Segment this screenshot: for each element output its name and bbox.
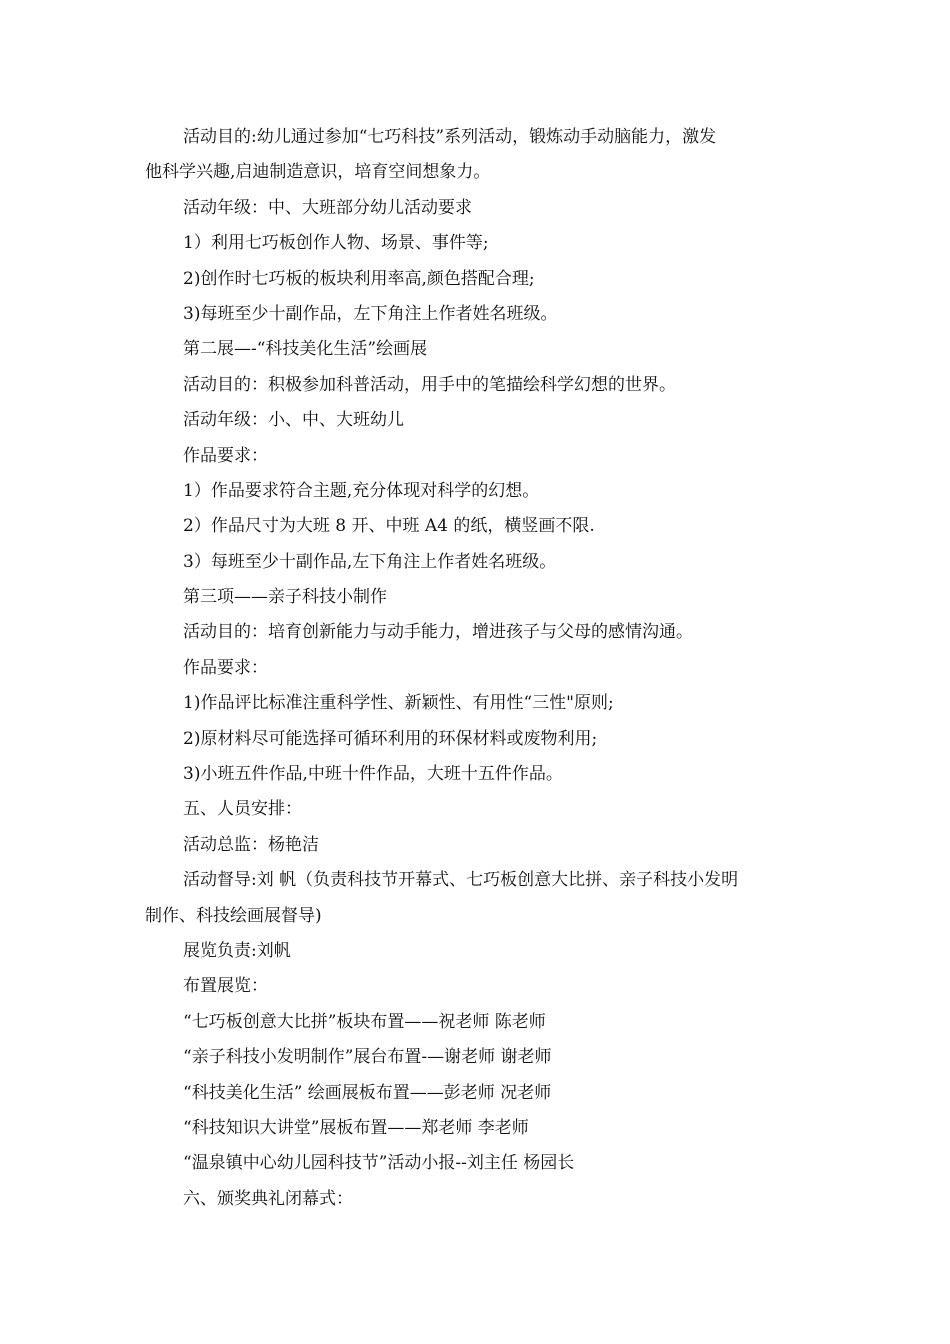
text-line: 2)创作时七巧板的板块利用率高,颜色搭配合理; xyxy=(183,268,535,289)
text-line: 作品要求： xyxy=(183,445,268,466)
text-line: 2）作品尺寸为大班 8 开、中班 A4 的纸，横竖画不限. xyxy=(183,516,595,537)
text-line: 1）作品要求符合主题,充分体现对科学的幻想。 xyxy=(183,480,540,501)
text-line: “科技知识大讲堂”展板布置——郑老师 李老师 xyxy=(183,1117,529,1138)
text-line: 2)原材料尽可能选择可循环利用的环保材料或废物利用; xyxy=(183,728,598,749)
text-line: 3)每班至少十副作品，左下角注上作者姓名班级。 xyxy=(183,303,558,324)
text-line: 作品要求： xyxy=(183,657,268,678)
text-line: “亲子科技小发明制作”展台布置-—谢老师 谢老师 xyxy=(183,1047,552,1068)
text-line: “科技美化生活” 绘画展板布置——彭老师 况老师 xyxy=(183,1082,552,1103)
text-line: 3）每班至少十副作品,左下角注上作者姓名班级。 xyxy=(183,551,557,572)
text-line: 第二展—-“科技美化生活”绘画展 xyxy=(183,339,428,360)
text-line: 活动目的:幼儿通过参加“七巧科技”系列活动，锻炼动手动脑能力，激发 xyxy=(183,127,717,147)
text-line: 制作、科技绘画展督导) xyxy=(145,905,322,926)
text-line: 活动目的：积极参加科普活动，用手中的笔描绘科学幻想的世界。 xyxy=(183,374,676,395)
text-line: 活动年级：小、中、大班幼儿 xyxy=(183,410,404,431)
text-line: 1)作品评比标准注重科学性、新颖性、有用性“三性"原则; xyxy=(183,693,614,714)
document-body xyxy=(145,120,807,1217)
text-line: 1）利用七巧板创作人物、场景、事件等; xyxy=(183,233,489,254)
text-line: 第三项——亲子科技小制作 xyxy=(183,587,387,608)
text-line: “七巧板创意大比拼”板块布置——祝老师 陈老师 xyxy=(183,1011,546,1032)
text-line: 他科学兴趣,启迪制造意识，培育空间想象力。 xyxy=(145,162,491,183)
text-line: 活动年级：中、大班部分幼儿活动要求 xyxy=(183,197,472,218)
text-line: 五、人员安排： xyxy=(183,799,302,820)
text-line: 活动督导:刘 帆（负责科技节开幕式、七巧板创意大比拼、亲子科技小发明 xyxy=(183,870,739,891)
text-line: 3)小班五件作品,中班十件作品，大班十五件作品。 xyxy=(183,764,563,785)
text-line: 布置展览： xyxy=(183,976,268,997)
text-line: 六、颁奖典礼闭幕式： xyxy=(183,1188,353,1209)
text-line: 活动目的：培育创新能力与动手能力，增进孩子与父母的感情沟通。 xyxy=(183,622,693,643)
text-line: 活动总监：杨艳洁 xyxy=(183,834,319,855)
text-line: 展览负责:刘帆 xyxy=(183,940,291,961)
text-line: “温泉镇中心幼儿园科技节”活动小报--刘主任 杨园长 xyxy=(183,1153,575,1174)
